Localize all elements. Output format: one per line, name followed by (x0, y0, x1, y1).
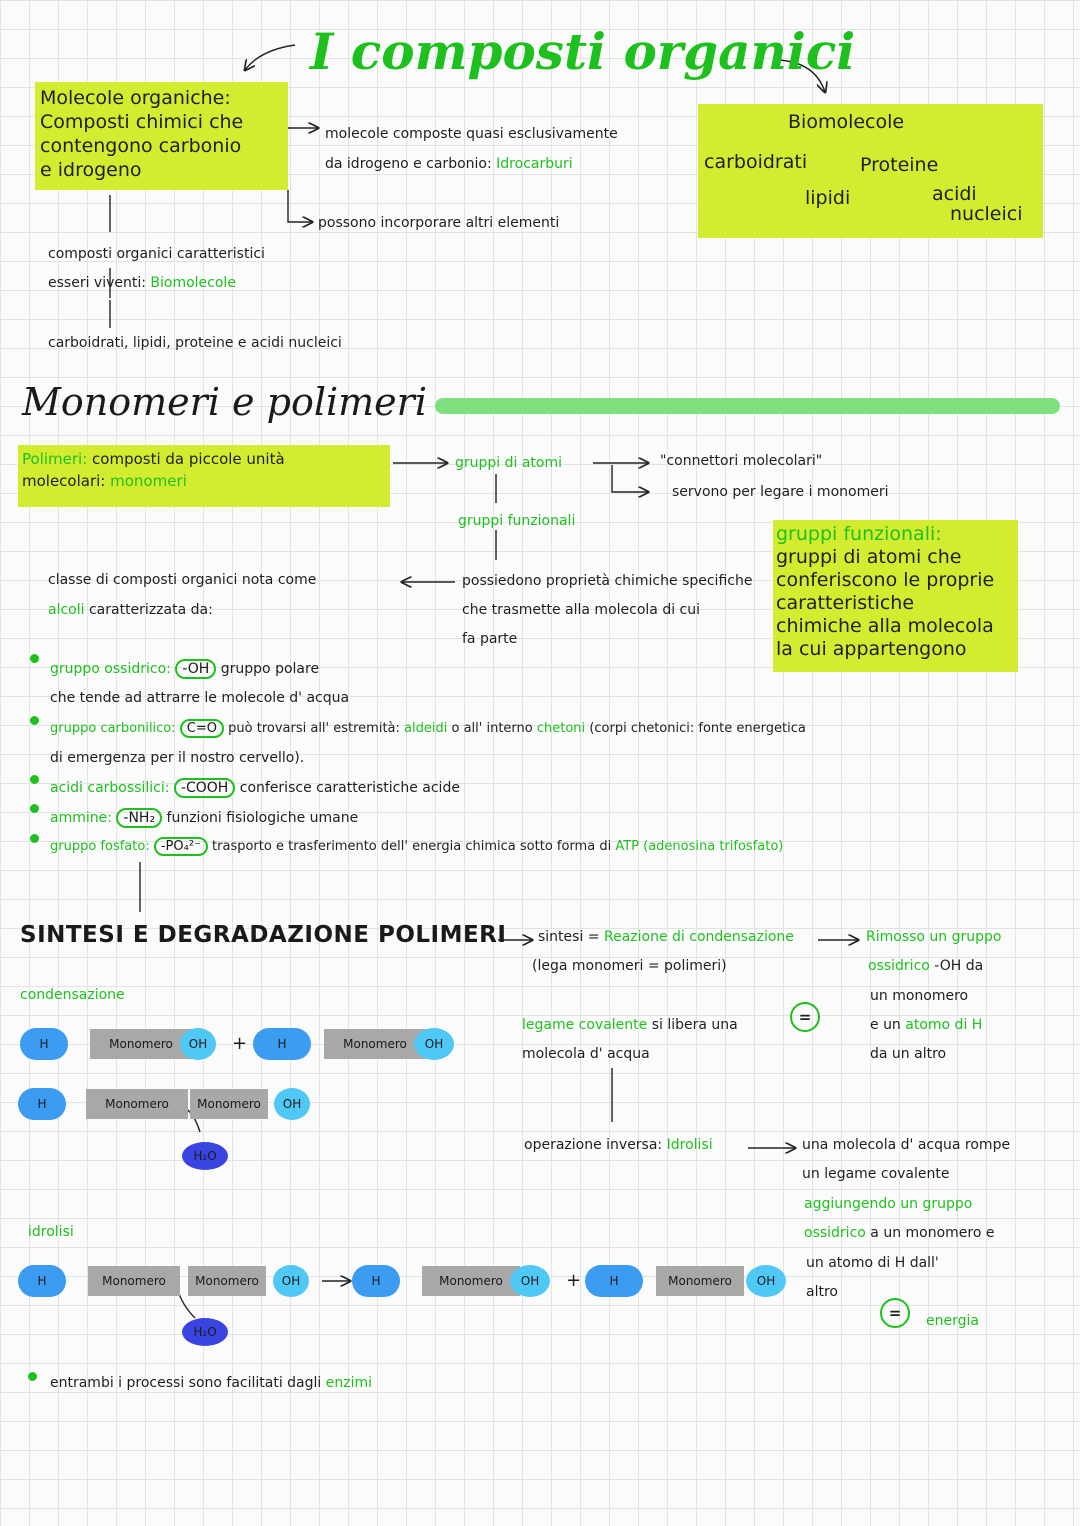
idrocarburi-text-1: molecole composte quasi esclusivamente (325, 126, 618, 142)
oh-node: OH (273, 1265, 309, 1297)
condensazione-label: condensazione (20, 987, 125, 1003)
idrocarburi-text-2: da idrogeno e carbonio: Idrocarburi (325, 156, 573, 172)
bullet-ammine: ammine: -NH₂ funzioni fisiologiche umane (50, 810, 359, 826)
idrolisi-text-6: altro (806, 1284, 838, 1300)
rimosso-text-5: da un altro (870, 1046, 947, 1062)
bullet-carbossilici: acidi carbossilici: -COOH conferisce caratteristiche acide (50, 780, 460, 796)
polimeri-line-1: Polimeri: composti da piccole unità (22, 450, 285, 468)
rimosso-text-2: ossidrico -OH da (868, 958, 984, 974)
h-node: H (352, 1265, 400, 1297)
condensazione-reagenti (20, 1028, 460, 1060)
bio-item-lipidi: lipidi (805, 187, 851, 209)
section-heading-sintesi: SINTESI E DEGRADAZIONE POLIMERI (20, 922, 507, 948)
classe-text-2: alcoli caratterizzata da: (48, 602, 213, 618)
monomero-rect: Monomero (86, 1089, 188, 1119)
bio-item-nucleici: nucleici (950, 203, 1023, 225)
oh-node: OH (274, 1088, 310, 1120)
idrolisi-text-3: aggiungendo un gruppo (804, 1196, 973, 1212)
rimosso-text-4: e un atomo di H (870, 1017, 983, 1033)
bullet-dot (30, 654, 39, 663)
rimosso-text-1: Rimosso un gruppo (866, 929, 1002, 945)
bullet-dot (30, 834, 39, 843)
def-box-line: chimiche alla molecola (776, 615, 994, 637)
page-title: I composti organici (310, 22, 856, 81)
monomero-rect: Monomero (88, 1266, 180, 1296)
h-node: H (585, 1265, 643, 1297)
equals-circle: = (880, 1298, 910, 1328)
biomolecole-list-text: carboidrati, lipidi, proteine e acidi nucleici (48, 335, 342, 351)
bullet-fosfato: gruppo fosfato: -PO₄²⁻ trasporto e trasferimento dell' energia chimica sotto forma di ATP (adenosina trifosfato) (50, 839, 784, 854)
oh-node: OH (510, 1265, 550, 1297)
def-box-line: gruppi di atomi che (776, 546, 962, 568)
legame-text: legame covalente si libera una (522, 1017, 738, 1033)
idrolisi-text-2: un legame covalente (802, 1166, 950, 1182)
gruppi-funzionali-text: gruppi funzionali (458, 513, 576, 529)
idrolisi-reagente (18, 1265, 318, 1297)
possiedono-text-3: fa parte (462, 631, 518, 647)
def-box-line: gruppi funzionali: (776, 523, 942, 545)
bullet-dot (28, 1372, 37, 1381)
bullet-carbonilico-line2: di emergenza per il nostro cervello). (50, 750, 305, 766)
h-node: H (20, 1028, 68, 1060)
heading-underline-bar (435, 398, 1060, 414)
intro-box-line: Composti chimici che (40, 111, 244, 133)
bullet-ossidrico-line2: che tende ad attrarre le molecole d' acqua (50, 690, 350, 706)
monomero-rect: Monomero (656, 1266, 744, 1296)
polimeri-line-2: molecolari: monomeri (22, 472, 187, 490)
possiedono-text-2: che trasmette alla molecola di cui (462, 602, 701, 618)
h2o-molecule: H₂O (182, 1142, 228, 1170)
biomolecole-title: Biomolecole (788, 111, 905, 133)
servono-text: servono per legare i monomeri (672, 484, 889, 500)
energia-text: energia (926, 1313, 979, 1329)
plus-sign: + (232, 1033, 248, 1054)
lega-text: (lega monomeri = polimeri) (532, 958, 727, 974)
oh-node: OH (414, 1028, 454, 1060)
monomero-rect: Monomero (90, 1029, 192, 1059)
bullet-dot (30, 804, 39, 813)
plus-sign: + (566, 1270, 582, 1291)
equals-circle: = (790, 1002, 820, 1032)
bio-item-acidi: acidi (932, 183, 977, 205)
def-box-line: caratteristiche (776, 592, 915, 614)
intro-box-line: contengono carbonio (40, 135, 242, 157)
bio-item-carboidrati: carboidrati (704, 151, 808, 173)
idrolisi-text-1: una molecola d' acqua rompe (802, 1137, 1011, 1153)
bullet-dot (30, 716, 39, 725)
section-heading-monomeri: Monomeri e polimeri (22, 380, 427, 424)
possiedono-text-1: possiedono proprietà chimiche specifiche (462, 573, 753, 589)
intro-box-line: Molecole organiche: (40, 87, 231, 109)
bio-item-proteine: Proteine (860, 154, 939, 176)
molecola-acqua-text: molecola d' acqua (522, 1046, 650, 1062)
h-node: H (18, 1088, 66, 1120)
h-node: H (253, 1028, 311, 1060)
h-node: H (18, 1265, 66, 1297)
def-box-line: la cui appartengono (776, 638, 967, 660)
monomero-rect: Monomero (188, 1266, 266, 1296)
bullet-carbonilico: gruppo carbonilico: C=O può trovarsi all' estremità: aldeidi o all' interno chetoni (corpi chetonici: fonte energetica (50, 721, 806, 736)
idrolisi-text-5: un atomo di H dall' (806, 1255, 939, 1271)
gruppi-atomi-text: gruppi di atomi (455, 455, 563, 471)
h2o-molecule: H₂O (182, 1318, 228, 1346)
idrolisi-text-4: ossidrico a un monomero e (804, 1225, 995, 1241)
bullet-ossidrico: gruppo ossidrico: -OH gruppo polare (50, 661, 320, 677)
idrolisi-label: idrolisi (28, 1224, 74, 1240)
condensazione-prodotto (18, 1088, 318, 1120)
classe-text-1: classe di composti organici nota come (48, 572, 317, 588)
biomolecole-text: esseri viventi: Biomolecole (48, 275, 236, 291)
intro-box-line: e idrogeno (40, 159, 142, 181)
altri-elementi-text: possono incorporare altri elementi (318, 215, 560, 231)
idrolisi-prodotti (352, 1265, 788, 1297)
inversa-text: operazione inversa: Idrolisi (524, 1137, 713, 1153)
oh-node: OH (180, 1028, 216, 1060)
connettori-text: "connettori molecolari" (660, 453, 823, 469)
sintesi-text: sintesi = Reazione di condensazione (538, 929, 794, 945)
monomero-rect: Monomero (422, 1266, 520, 1296)
enzimi-text: entrambi i processi sono facilitati dagli enzimi (50, 1375, 373, 1391)
bullet-dot (30, 775, 39, 784)
monomero-rect: Monomero (324, 1029, 426, 1059)
caratteristici-text: composti organici caratteristici (48, 246, 265, 262)
def-box-line: conferiscono le proprie (776, 569, 995, 591)
monomero-rect: Monomero (190, 1089, 268, 1119)
rimosso-text-3: un monomero (870, 988, 969, 1004)
oh-node: OH (746, 1265, 786, 1297)
